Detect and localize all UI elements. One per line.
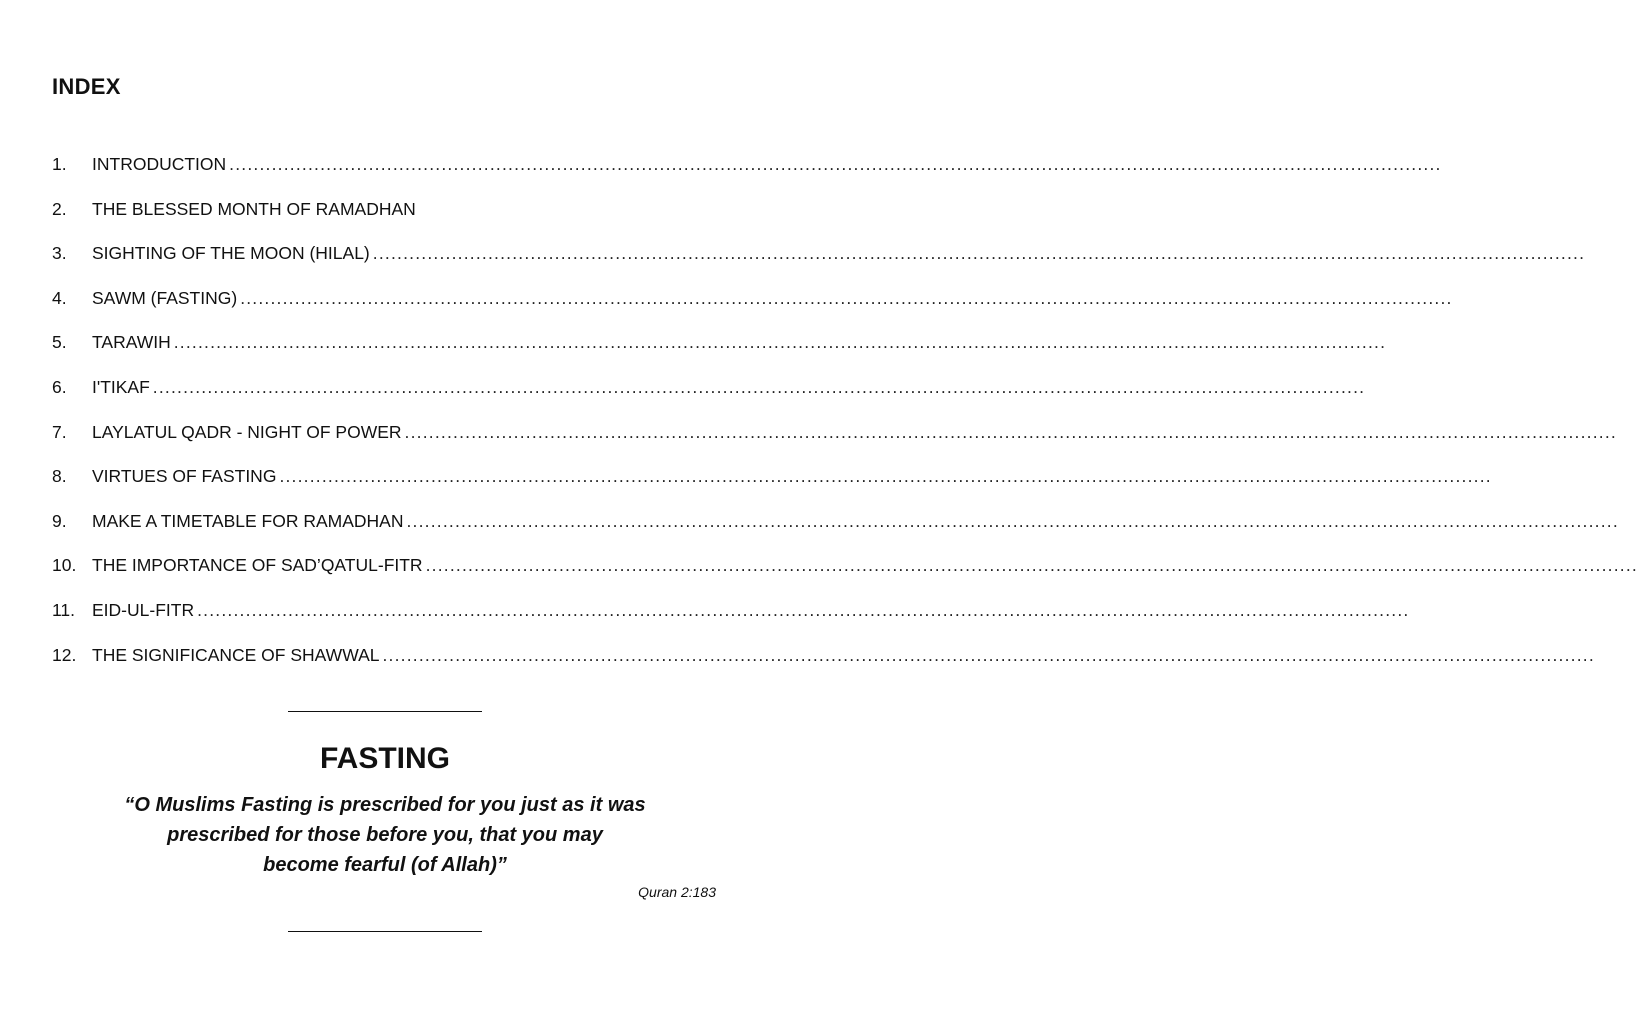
index-title: INDEX (52, 74, 121, 99)
toc-dot-leader: ........................................................................................................................................................................................................ (404, 421, 1617, 442)
toc-item-number: 2. (52, 198, 67, 219)
toc-item-12[interactable] (52, 644, 1595, 690)
toc-dot-leader: ........................................................................................................................................................................................................ (425, 555, 1638, 576)
toc-item-number: 10. (52, 555, 77, 576)
toc-item-text: EID-UL-FITR (92, 599, 195, 620)
toc-item-number: 1. (52, 154, 67, 174)
toc-item-11[interactable] (52, 599, 1410, 645)
toc-item-number: 12. (52, 644, 77, 665)
toc-item-number: 8. (52, 466, 67, 487)
divider-bottom (288, 931, 482, 932)
toc-dot-leader: ........................................................................................................................................................................................................ (152, 376, 1366, 397)
toc-item-text: LAYLATUL QADR - NIGHT OF POWER (92, 421, 402, 442)
quote-line: become fearful (of Allah)” (263, 854, 507, 876)
toc-dot-leader: ........................................................................................................................................................................................................ (173, 332, 1387, 353)
toc-item-text: INTRODUCTION (92, 154, 227, 174)
toc-item-text: THE SIGNIFICANCE OF SHAWWAL (92, 644, 380, 665)
quote-citation: Quran 2:183 (638, 884, 716, 900)
toc-item-text: I'TIKAF (92, 376, 150, 397)
toc-dot-leader: ........................................................................................................................................................................................................ (240, 287, 1453, 308)
toc-item-8[interactable] (52, 466, 1492, 511)
toc-dot-leader: ........................................................................................................................................................................................................ (197, 599, 1410, 620)
toc-item-text: SAWM (FASTING) (92, 287, 238, 308)
toc-dot-leader: ........................................................................................................................................................................................................ (382, 644, 1595, 665)
toc-item-number: 4. (52, 287, 67, 308)
toc-item-6[interactable] (52, 376, 1366, 422)
toc-item-text: MAKE A TIMETABLE FOR RAMADHAN (92, 510, 404, 531)
toc-item-2[interactable] (52, 199, 700, 244)
toc-item-10[interactable] (52, 555, 1638, 600)
toc-item-4[interactable] (52, 287, 1453, 333)
toc-item-number: 3. (52, 243, 67, 264)
quote-line: prescribed for those before you, that you may (167, 824, 603, 846)
toc-item-text: TARAWIH (92, 332, 171, 353)
toc-item-5[interactable] (52, 332, 1387, 377)
toc-dot-leader: ........................................................................................................................................................................................................ (372, 243, 1586, 264)
toc-item-9[interactable] (52, 510, 1619, 556)
toc-item-1[interactable] (52, 154, 1442, 199)
toc-item-text: SIGHTING OF THE MOON (HILAL) (92, 243, 370, 264)
quote-line: “O Muslims Fasting is prescribed for you just as it was (124, 794, 646, 816)
toc-item-text: THE BLESSED MONTH OF RAMADHAN (92, 198, 416, 219)
divider-top (288, 711, 482, 712)
toc-dot-leader: ........................................................................................................................................................................................................ (279, 466, 1492, 487)
toc-item-number: 9. (52, 510, 67, 531)
toc-item-number: 6. (52, 376, 67, 397)
toc-item-text: THE IMPORTANCE OF SAD’QATUL-FITR (92, 555, 423, 576)
fasting-title: FASTING (319, 742, 450, 775)
table-of-contents (52, 154, 1638, 689)
toc-item-7[interactable] (52, 421, 1617, 467)
toc-dot-leader: ........................................................................................................................................................................................................ (229, 154, 1442, 174)
quran-quote (40, 790, 730, 880)
toc-item-number: 7. (52, 421, 67, 442)
toc-item-text: VIRTUES OF FASTING (92, 466, 277, 487)
toc-item-number: 11. (52, 599, 76, 620)
toc-dot-leader: ........................................................................................................................................................................................................ (406, 510, 1619, 531)
toc-item-3[interactable] (52, 243, 1586, 288)
toc-item-number: 5. (52, 332, 67, 353)
